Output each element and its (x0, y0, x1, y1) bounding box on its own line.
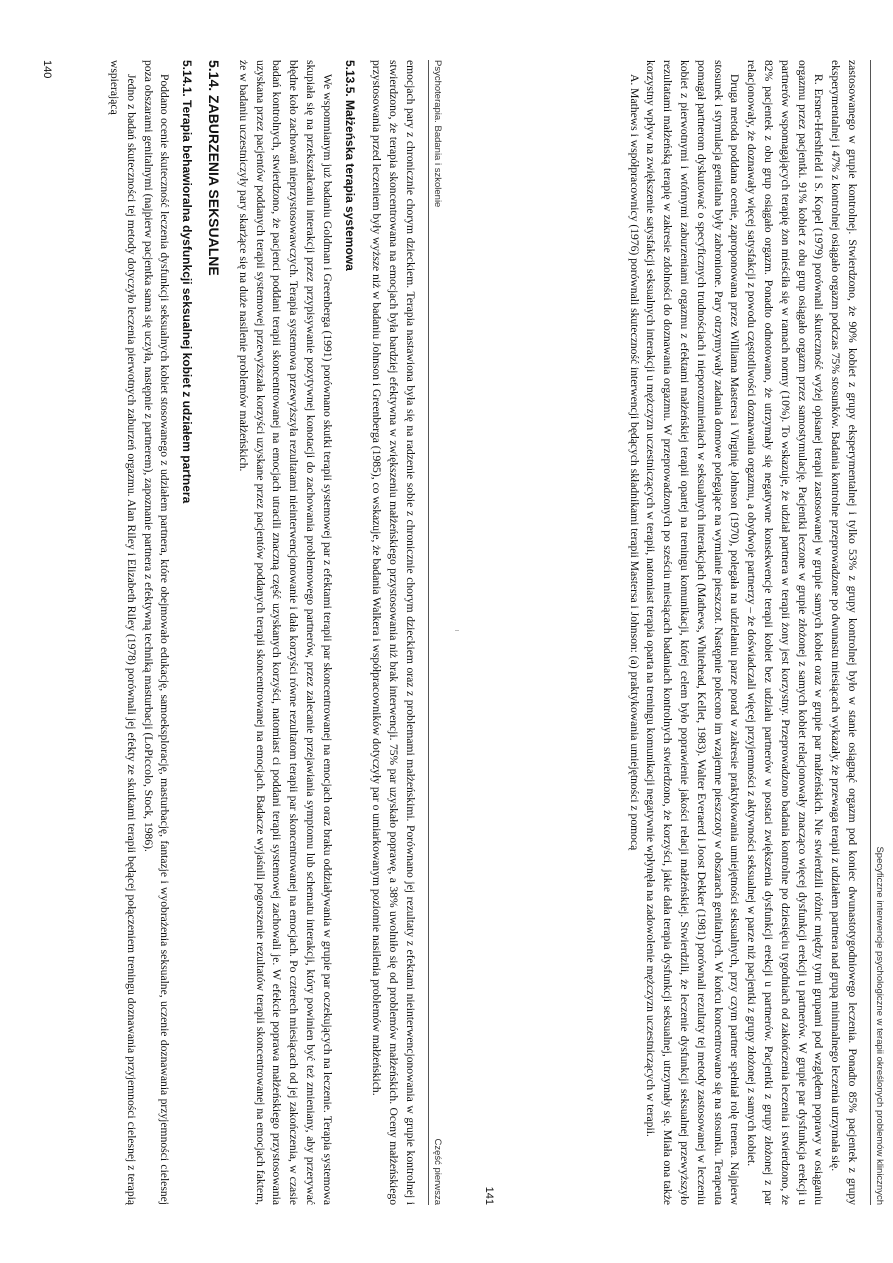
right-page-body (625, 60, 860, 1205)
left-page-body (105, 60, 418, 1205)
page-number: 141 (483, 1186, 495, 1205)
gutter-divider (455, 630, 459, 631)
running-head (428, 60, 443, 1205)
running-head-title: Psychoterapia. Badania i szkolenie (432, 60, 443, 208)
paragraph: We wspomnianym już badaniu Goldman i Greenberga (1991) porównano skutki terapii systemowej par z efektami terapii par skoncentrowanej na emocjach oraz braku oddziaływania w grupie par oczekujących na leczenie. Terapia systemowa skupiała się na przekształcaniu interakcji przez przypisywanie pozytywnej konotacji do zachowania problemowego partnerów, przez zalecanie przejawiania symptomu lub schematu interakcji, który powinien być też zmieniany, aby przerywać błędne koło zachowań nieprzystosowawczych. Terapia systemowa przewyższyła rezultatami nieinterwencjonowanie i dała korzyści równe rezultatom terapii par skoncentrowanej na emocjach. Po czterech miesiącach od jej zakończenia, w czasie badań kontrolnych, stwierdzono, że pacjenci poddani terapii skoncentrowanej na emocjach utracili znaczną część uzyskanych korzyści, natomiast ci poddani terapii systemowej zachowali je. W efekcie poprawa małżeńskiego przystosowania uzyskana przez pacjentów poddanych terapii systemowej przewyższała korzyści uzyskane przez pacjentów poddanych terapii skoncentrowanej na emocjach. Badacze wyjaśnili pogorszenie rezultatów terapii skoncentrowanej na emocjach faktem, że w badaniu uczestniczyły pary skarżące się na duże nasilenie problemów małżeńskich. (236, 60, 334, 1205)
left-page (20, 0, 451, 1263)
section-heading-5-14: 5.14. ZABURZENIA SEKSUALNE (206, 60, 223, 276)
section-heading-5-13-5: 5.13.5. Małżeńska terapia systemowa (342, 60, 357, 271)
right-page (462, 0, 893, 1263)
paragraph: Druga metoda poddana ocenie, zaproponowana przez Williama Mastersa i Virginię Johnson (1970), polegała na udzielaniu parze porad w zakresie praktykowania umiejętności seksualnych, przy czym partner spełniał rolę trenera. Najpierw stosunek i stymulacja genitalna były zabronione. Pary otrzymywały zadania domowe polegające na wymianie pieszczot. Następnie polecono im wzajemne pieszczoty w obszarach genitalnych. W końcu koncentrowano się na stosunku. Terapeuta pomagał partnerom dyskutować o specyficznych trudnościach i nieporozumieniach w seksualnych interakcjach (Mathews, Whitehead, Kellet, 1983). Walter Everaerd i Joost Dekker (1981) porównali rezultaty tej metody zastosowanej w leczeniu kobiet z pierwotnymi i wtórnymi zaburzeniami orgazmu z efektami małżeńskiej terapii opartej na treningu komunikacji, której celem było poprawienie jakości relacji małżeńskiej. Stwierdzili, że leczenie dysfunkcji seksualnej przewyższyło rezultatami małżeńską terapię w zakresie zdolności do doznawania orgazmu. W przeprowadzonych po sześciu miesiącach badaniach kontrolnych stwierdzono, że korzyści, jakie dała terapia dysfunkcji seksualnej, utrzymały się. Miała ona także korzystny wpływ na zwiększenie satysfakcji seksualnych interakcji u mężczyzn uczestniczących w terapii, natomiast terapia oparta na treningu komunikacji negatywnie wpłynęła na zadowolenie mężczyzn uczestniczących w terapii. (644, 60, 742, 1205)
running-head (870, 60, 885, 1205)
page-number: 140 (41, 60, 53, 79)
paragraph: Jedno z badań skuteczności tej metody dotyczyło leczenia pierwotnych zaburzeń orgazmu. Alan Riley i Elizabeth Riley (1978) porównali jej efekty ze skutkami terapii będącej połączeniem treningu doznawania przyjemności cielesnej z terapią wspierającą (108, 60, 138, 1205)
paragraph: zastosowanego w grupie kontrolnej. Stwierdzono, że 90% kobiet z grupy eksperymentalnej i tylko 53% z grupy kontrolnej było w stanie osiągnąć orgazm pod koniec dwunastotygodniowego leczenia. Ponadto 85% pacjentek z grupy eksperymentalnej i 47% z kontrolnej osiągało orgazm podczas 75% stosunków. Badania kontrolne przeprowadzone po dwunastu miesiącach wykazały, że przewaga terapii z udziałem partnera nad grupą minimalnego leczenia utrzymała się. (829, 60, 859, 1205)
running-head-part: Część pierwsza (432, 1138, 443, 1205)
paragraph: R. Ersner-Hershfield i S. Kopel (1979) porównali skuteczność wyżej opisanej terapii zastosowanej w grupie samych kobiet oraz w grupie par małżeńskich. Nie stwierdzili różnic między tymi grupami pod względem poprawy w osiąganiu orgazmu przez pacjentki. 91% kobiet z obu grup osiągało orgazm przez samostymulację. Pacjentki leczone w grupie złożonej z samych kobiet relacjonowały znacząco więcej dysfunkcji erekcji u partnerów. W grupie par dysfunkcja erekcji u partnerów wspomagających terapię żon mieściła się w ramach normy (10%). To wskazuje, że udział partnera w terapii żony jest korzystny. Przeprowadzono badania kontrolne po dziesięciu tygodniach od zakończenia leczenia i stwierdzono, że 82% pacjentek z obu grup osiągało orgazm. Ponadto odnotowano, że utrzymały się negatywne konsekwencje terapii kobiet bez udziału partnerów w postaci zwiększenia dysfunkcji erekcji u partnerów. Pacjentki z grupy złożonej z par relacjonowały, że doznawały więcej satysfakcji z powodu częstotliwości doznawania orgazmu, a obydwoje partnerzy – że doświadczali więcej przyjemności z aktywności seksualnej w parze niż pacjentki z grupy złożonej z samych kobiet. (745, 60, 826, 1205)
paragraph: Poddano ocenie skuteczność leczenia dysfunkcji seksualnych kobiet stosowanego z udziałem partnera, które obejmowało edukację, samoeksplorację, masturbację, fantazje i wyobrażenia seksualne, uczenie doznawania przyjemności cielesnej poza obszarami genitalnymi (najpierw pacjentka sama się uczyła, następnie z partnerem), zapoznanie partnera z efektywną techniką masturbacji (LoPiccolo, Stock, 1986). (141, 60, 172, 1205)
paragraph: emocjach pary z chronicznie chorym dzieckiem. Terapia nastawiona była się na radzenie sobie z chronicznie chorym dzieckiem oraz z problemami małżeńskimi. Porównano jej rezultaty z efektami nieinterwencjonowania w grupie kontrolnej i stwierdzono, że terapia skoncentrowana na emocjach była bardziej efektywna w zwiększeniu małżeńskiego przystosowania niż brak interwencji. 75% par uzyskało poprawę, a 38% uwolniło się od problemów małżeńskich. Oceny małżeńskiego przystosowania przed leczeniem były wyższe niż w badaniu Johnson i Greenberga (1985), co wskazuje, że badania Walkera i współpracowników dotyczyły par o umiarkowanym poziomie nasilenia problemów małżeńskich. (370, 60, 417, 1205)
section-heading-5-14-1: 5.14.1. Terapia behawioralna dysfunkcji seksualnej kobiet z udziałem partnera (180, 60, 195, 504)
paragraph: A. Mathews i współpracownicy (1976) porównali skuteczność interwencji będących składnikami terapii Mastersa i Johnson: (a) praktykowania umiejętności z pomocą (627, 74, 641, 851)
running-head-chapter: Specyficzne interwencje psychologiczne w terapii określonych problemów klinicznych (874, 846, 885, 1205)
